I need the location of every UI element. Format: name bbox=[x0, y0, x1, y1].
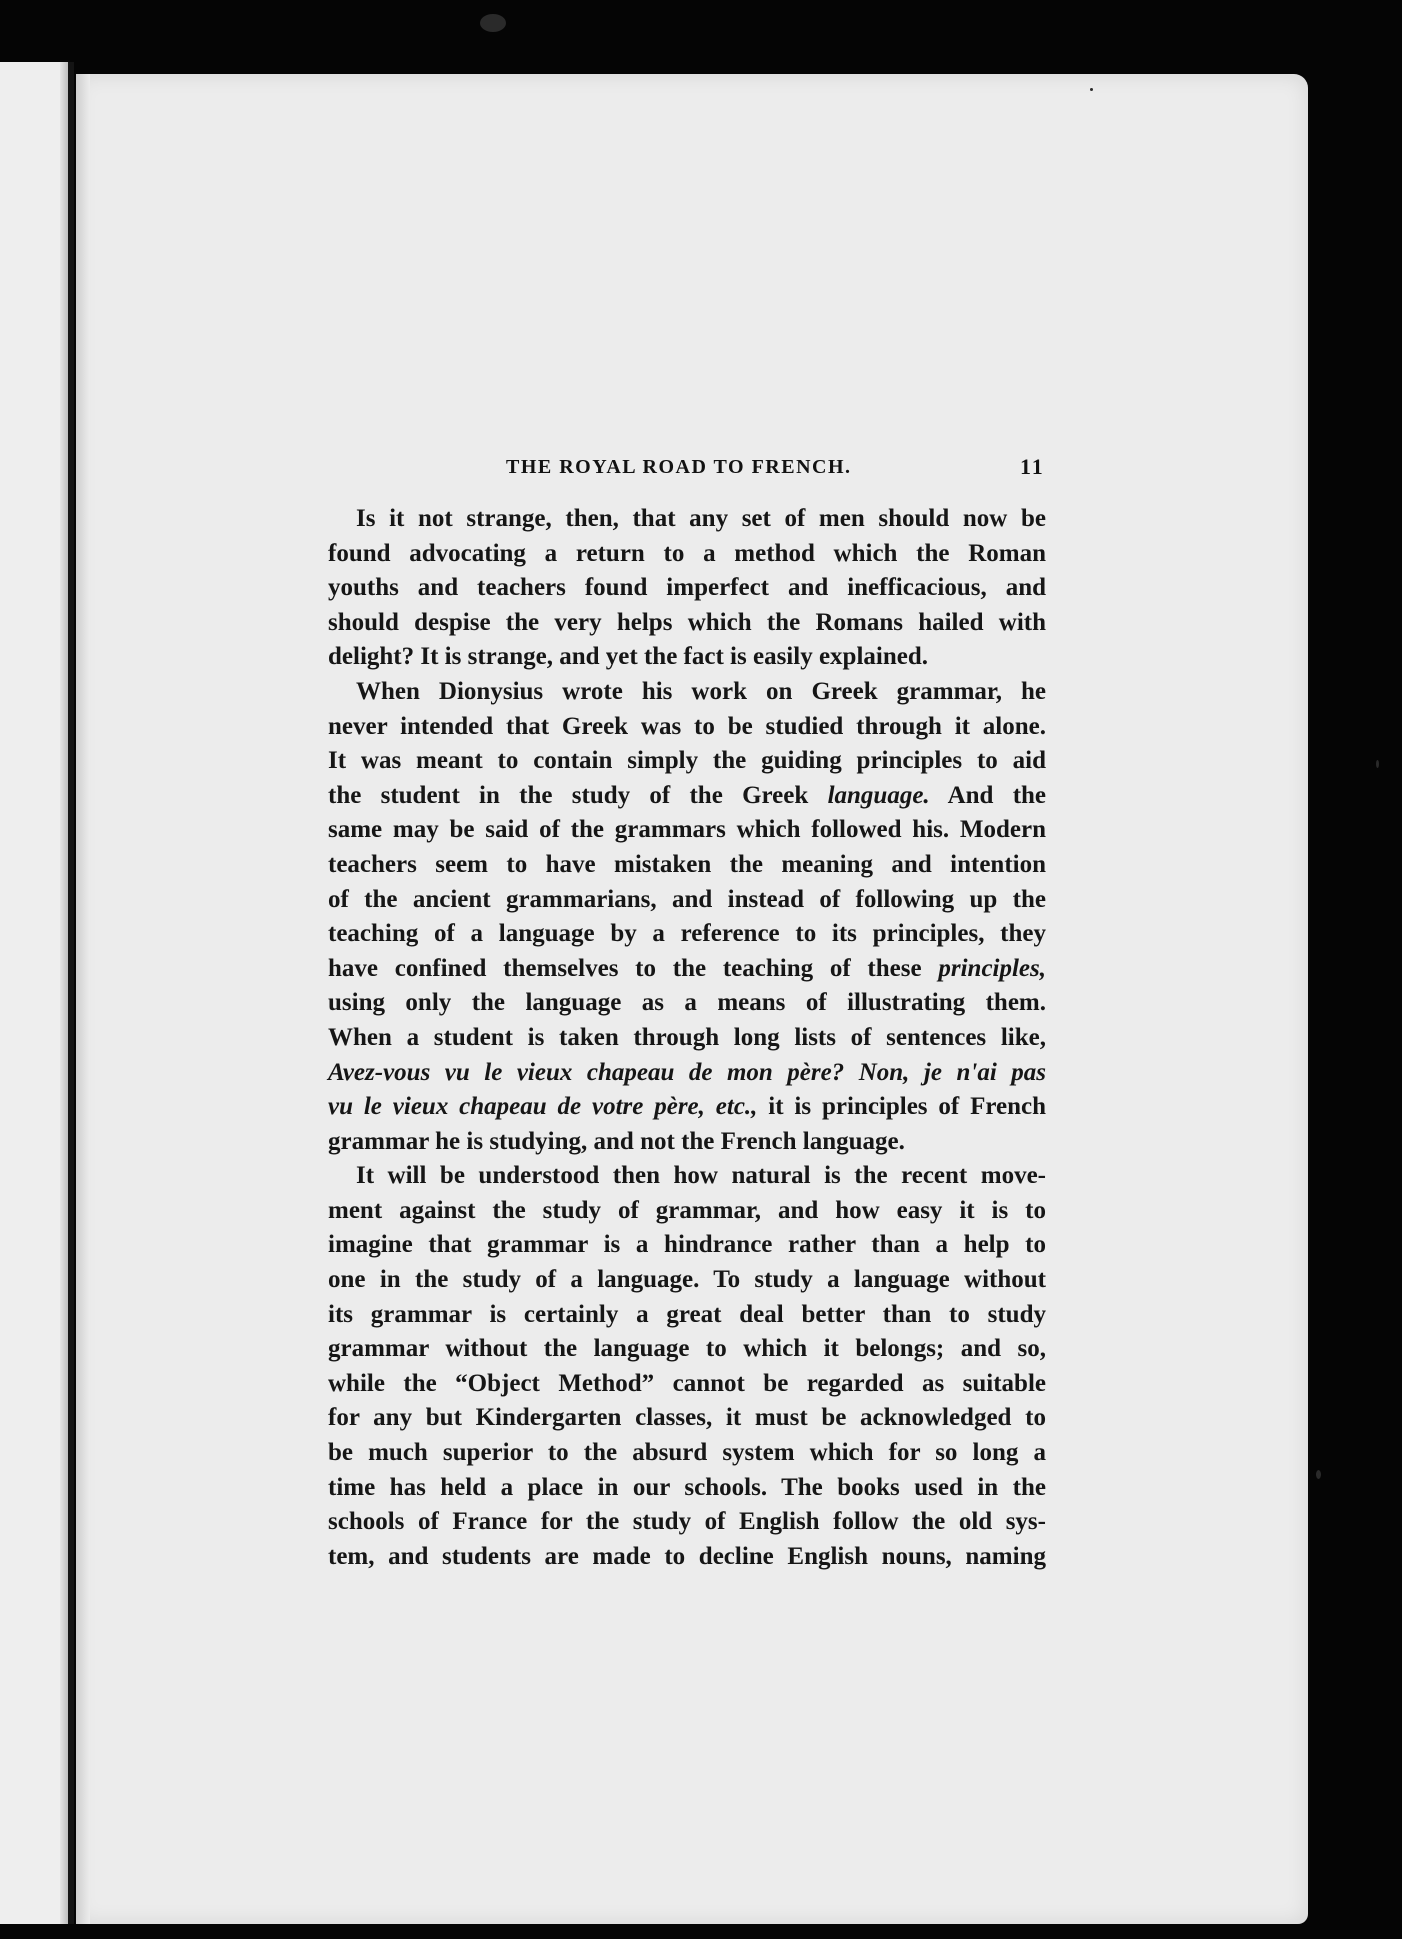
italic-line: Avez-vous vu le vieux chapeau de mon père? Non, je n'ai pas bbox=[328, 1058, 1046, 1086]
text-line: grammar he is studying, and not the French language. bbox=[328, 1127, 905, 1155]
text-line: same may be said of the grammars which followed his. Modern bbox=[328, 816, 1046, 844]
paragraph-1 bbox=[328, 502, 1046, 675]
text-line: When Dionysius wrote his work on Greek grammar, he bbox=[356, 677, 1046, 705]
text-line: It was meant to contain simply the guiding principles to aid bbox=[328, 747, 1046, 775]
text-line: When a student is taken through long lists of sentences like, bbox=[328, 1023, 1046, 1051]
running-head bbox=[76, 378, 1308, 479]
text-segment: it is principles of French bbox=[768, 1093, 1047, 1121]
text-line: It will be understood then how natural is the recent move- bbox=[356, 1162, 1046, 1190]
text-line: while the “Object Method” cannot be regarded as suitable bbox=[328, 1369, 1046, 1397]
text-line: tem, and students are made to decline English nouns, naming bbox=[328, 1542, 1046, 1570]
running-head-title: THE ROYAL ROAD TO FRENCH. bbox=[506, 456, 852, 478]
text-line: using only the language as a means of illustrating them. bbox=[328, 989, 1046, 1017]
text-line: schools of France for the study of English follow the old sys- bbox=[328, 1508, 1046, 1536]
scan-speck bbox=[1316, 1470, 1321, 1479]
text-line-mixed bbox=[328, 1090, 1046, 1125]
text-line: grammar without the language to which it belongs; and so, bbox=[328, 1335, 1046, 1363]
scan-speck bbox=[1090, 88, 1093, 91]
facing-page-edge bbox=[0, 62, 74, 1924]
italic-word: principles, bbox=[938, 954, 1047, 982]
text-line: should despise the very helps which the Romans hailed with bbox=[328, 608, 1046, 636]
text-line: never intended that Greek was to be studied through it alone. bbox=[328, 712, 1046, 740]
text-line-mixed bbox=[328, 779, 1046, 814]
text-line: for any but Kindergarten classes, it must be acknowledged to bbox=[328, 1404, 1046, 1432]
page-number: 11 bbox=[1020, 454, 1045, 479]
text-line: imagine that grammar is a hindrance rather than a help to bbox=[328, 1231, 1046, 1259]
scan-speck bbox=[480, 14, 506, 32]
text-segment: And the bbox=[947, 781, 1047, 809]
facing-page-shadow bbox=[60, 62, 68, 1924]
italic-segment: vu le vieux chapeau de votre père, etc., bbox=[328, 1093, 758, 1121]
text-line: teachers seem to have mistaken the meaning and intention bbox=[328, 850, 1046, 878]
text-line: time has held a place in our schools. The books used in the bbox=[328, 1473, 1046, 1501]
text-line: one in the study of a language. To study a language without bbox=[328, 1266, 1046, 1294]
spine-shadow bbox=[76, 74, 90, 1924]
text-line: youths and teachers found imperfect and inefficacious, and bbox=[328, 574, 1046, 602]
text-line: Is it not strange, then, that any set of men should now be bbox=[356, 505, 1046, 532]
text-line-mixed bbox=[328, 952, 1046, 987]
text-line: ment against the study of grammar, and how easy it is to bbox=[328, 1196, 1046, 1224]
text-line: be much superior to the absurd system which for so long a bbox=[328, 1439, 1046, 1467]
text-line: teaching of a language by a reference to its principles, they bbox=[328, 920, 1046, 948]
text-line: found advocating a return to a method which the Roman bbox=[328, 539, 1046, 567]
italic-word: language. bbox=[827, 781, 930, 809]
scan-speck bbox=[1376, 760, 1379, 768]
text-line: delight? It is strange, and yet the fact is easily explained. bbox=[328, 643, 928, 671]
text-segment: the student in the study of the Greek bbox=[328, 781, 809, 809]
body-text bbox=[328, 502, 1046, 1574]
text-line: its grammar is certainly a great deal better than to study bbox=[328, 1300, 1046, 1328]
book-page bbox=[76, 74, 1308, 1924]
paragraph-3 bbox=[328, 1159, 1046, 1574]
text-segment: have confined themselves to the teaching of these bbox=[328, 954, 922, 982]
paragraph-2 bbox=[328, 675, 1046, 1159]
text-line: of the ancient grammarians, and instead of following up the bbox=[328, 885, 1046, 913]
